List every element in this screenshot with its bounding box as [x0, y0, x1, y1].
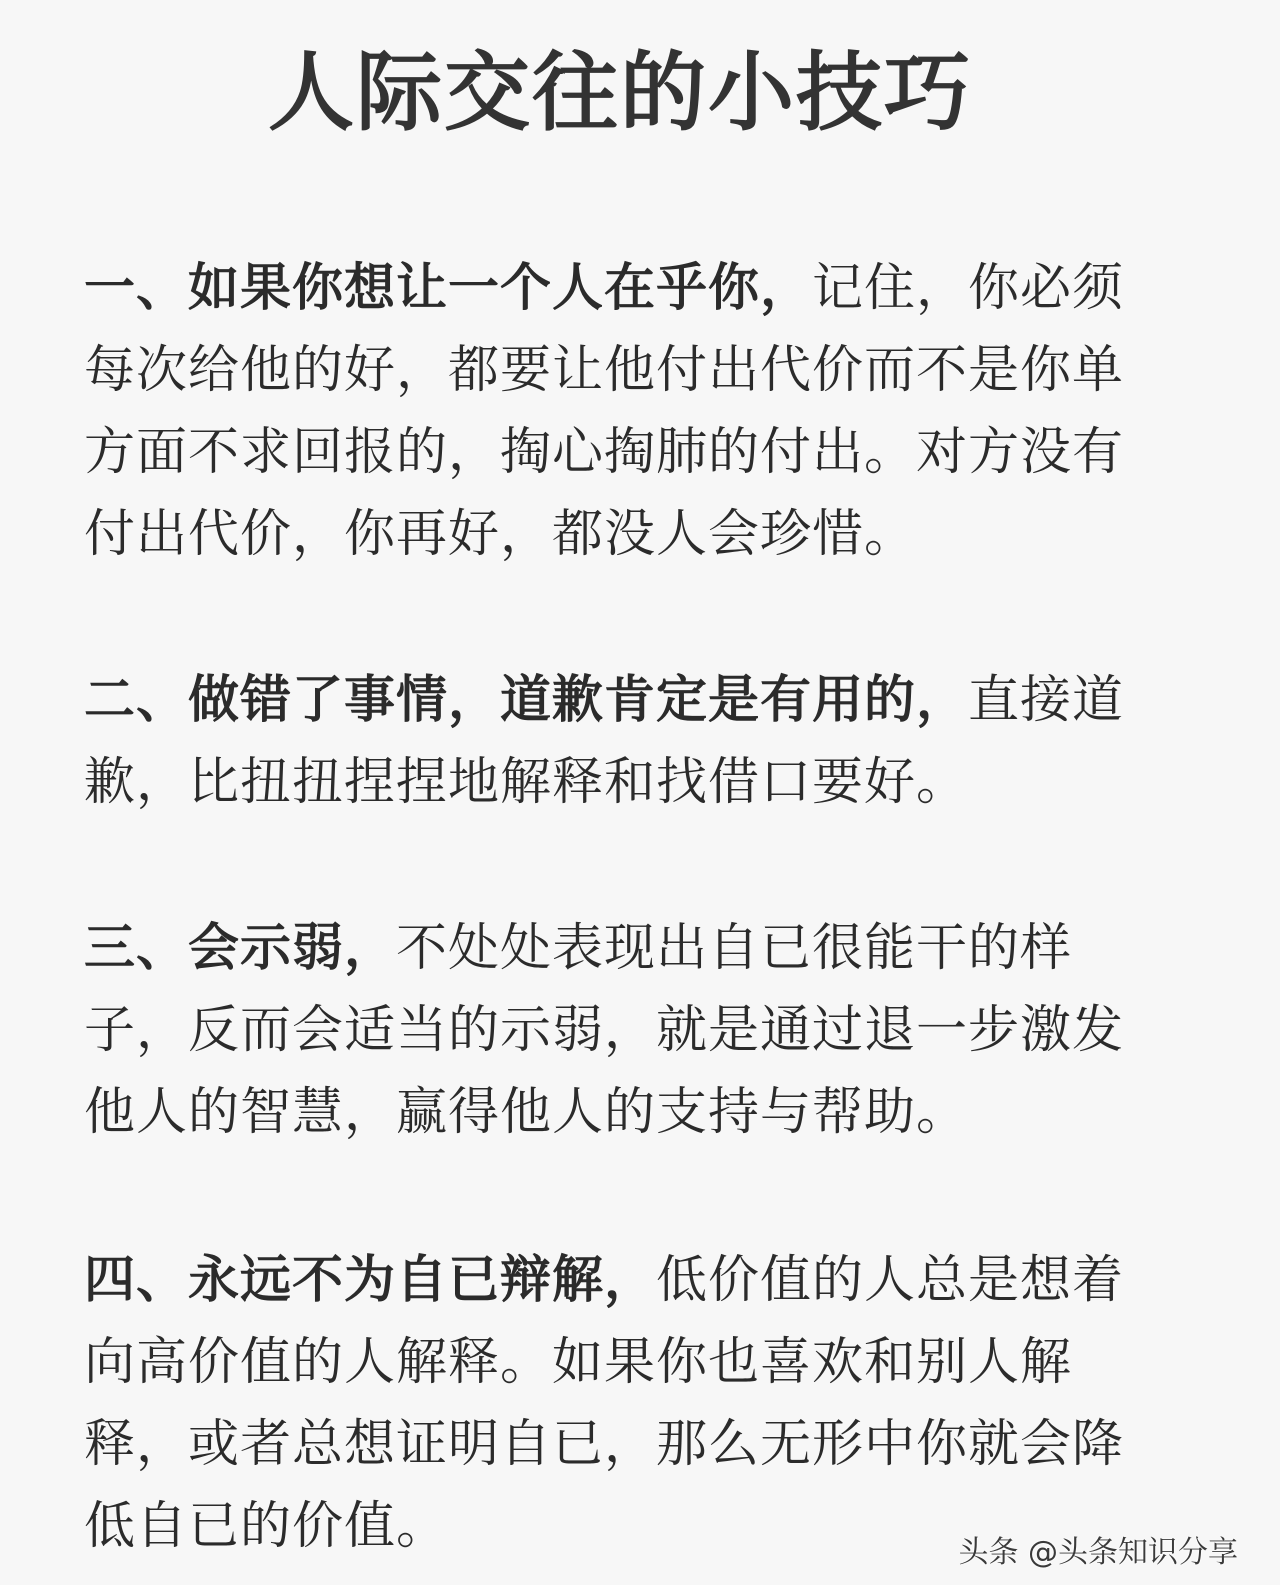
tip-1-body: 记住，你必须每次给他的好，都要让他付出代价而不是你单方面不求回报的，掏心掏肺的付出。对方没有付出代价，你再好，都没人会珍惜。: [84, 259, 1125, 564]
tip-3: [84, 908, 1144, 1154]
tip-4: [84, 1240, 1144, 1568]
tip-4-body: 低价值的人总是想着向高价值的人解释。如果你也喜欢和别人解释，或者总想证明自已，那么无形中你就会降低自已的价值。: [84, 1251, 1125, 1556]
watermark: 头条 @头条知识分享: [958, 1535, 1238, 1570]
tip-2: [84, 660, 1144, 824]
tip-2-body: 直接道歉，比扭扭捏捏地解释和找借口要好。: [84, 671, 1125, 812]
tip-1-lead: 一、如果你想让一个人在乎你，: [84, 259, 813, 318]
tip-3-lead: 三、会示弱，: [84, 919, 397, 978]
tip-2-lead: 二、做错了事情，道歉肯定是有用的，: [84, 671, 969, 730]
tip-1: [84, 248, 1144, 576]
tip-4-lead: 四、永远不为自已辩解，: [84, 1251, 657, 1310]
page-title: 人际交往的小技巧: [268, 43, 972, 143]
tip-3-body: 不处处表现出自已很能干的样子，反而会适当的示弱，就是通过退一步激发他人的智慧，赢得他人的支持与帮助。: [84, 919, 1125, 1142]
